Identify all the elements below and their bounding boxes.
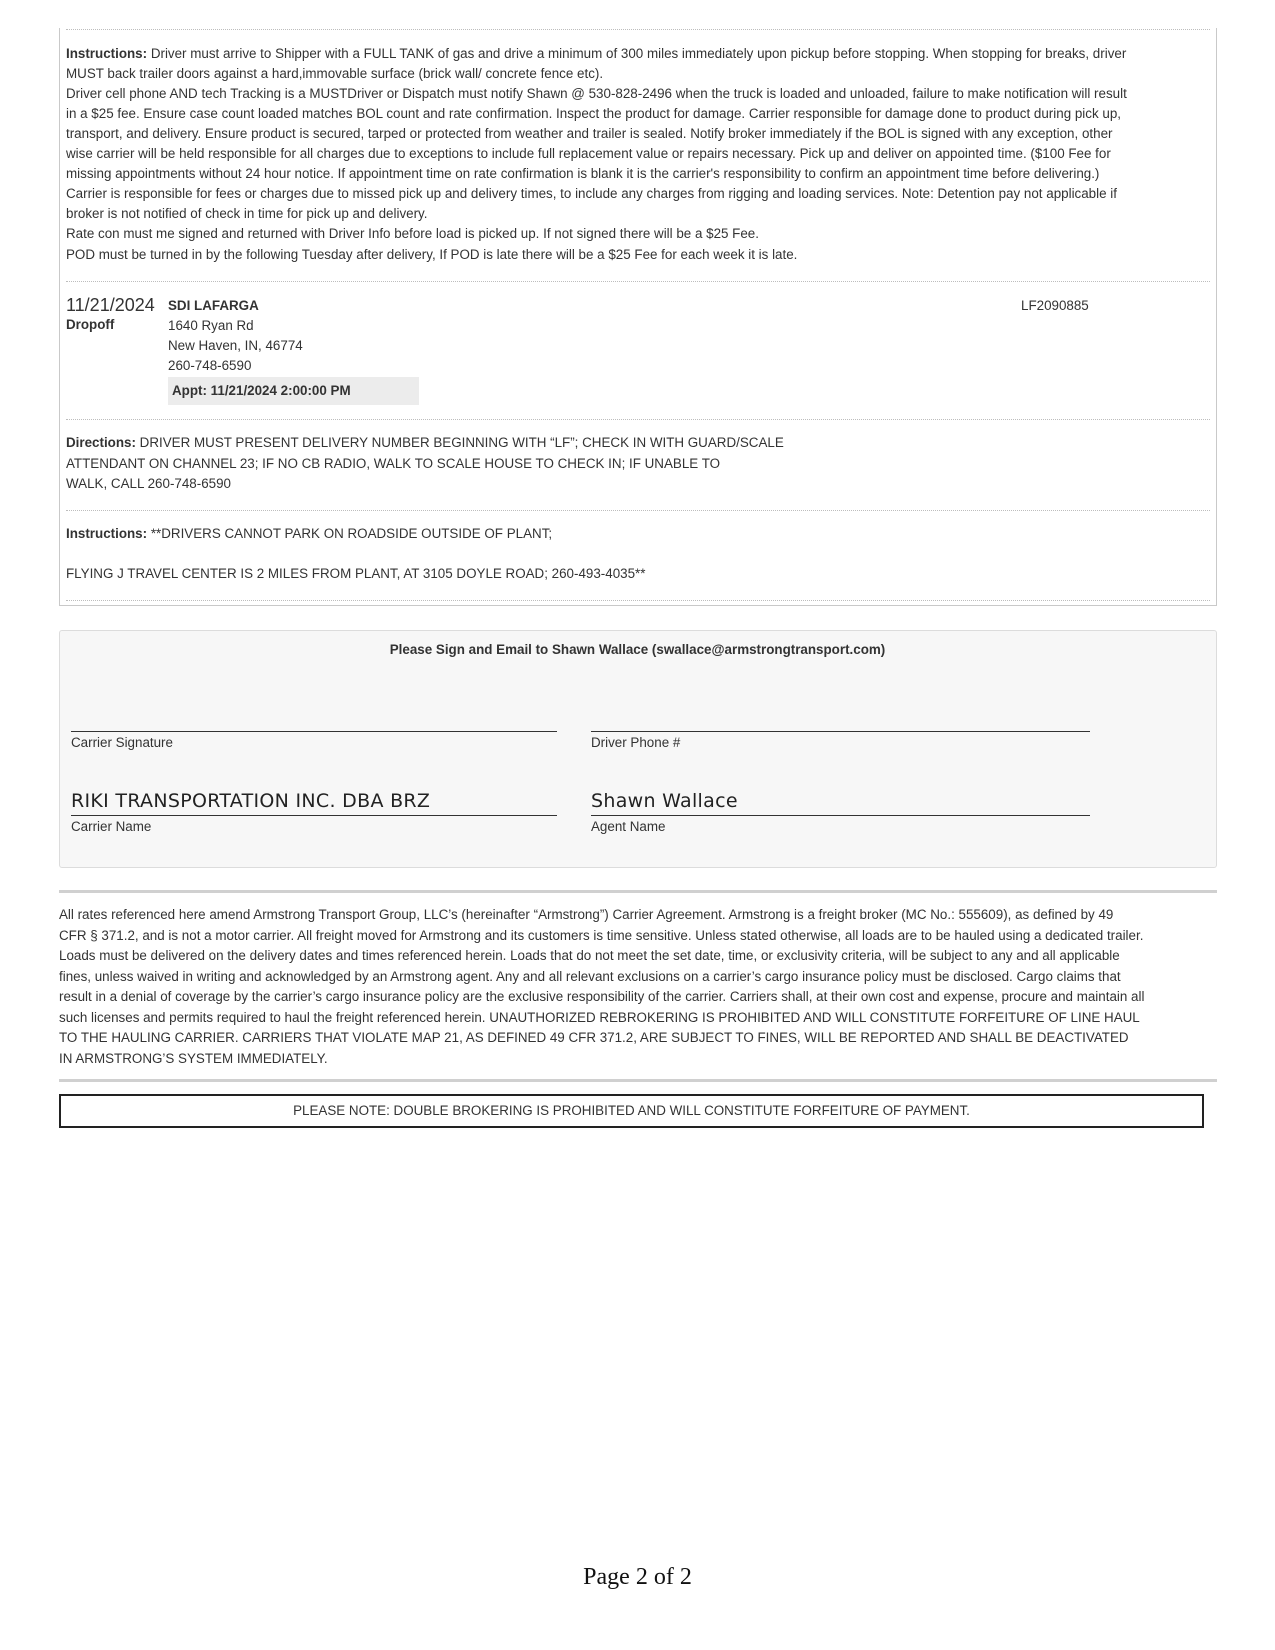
pickup-instructions-line: POD must be turned in by the following Tuesday after delivery, If POD is late there will be a $25 Fee for each week it is late. <box>66 247 798 262</box>
consignee-address-line-2: New Haven, IN, 46774 <box>168 338 303 353</box>
sign-and-email-heading: Please Sign and Email to Shawn Wallace (swallace@armstrongtransport.com) <box>389 642 886 657</box>
legal-line: All rates referenced here amend Armstrong Transport Group, LLC’s (hereinafter “Armstrong”) Carrier Agreement. Armstrong is a freight broker (MC No.: 555609), as defined by 49 <box>59 907 1114 922</box>
section-divider <box>59 890 1217 893</box>
pickup-instructions-line: Driver cell phone AND tech Tracking is a MUSTDriver or Dispatch must notify Shawn @ 530-828-2496 when the truck is loaded and unloaded, failure to make notification will result <box>66 86 1127 101</box>
legal-line: fines, unless waived in writing and acknowledged by an Armstrong agent. Any and all relevant exclusions on a carrier’s cargo insurance policy must be disclosed. Cargo claims that <box>59 968 1121 984</box>
agent-name-field[interactable] <box>591 815 1090 816</box>
legal-line: TO THE HAULING CARRIER. CARRIERS THAT VIOLATE MAP 21, AS DEFINED 49 CFR 371.2, ARE SUBJECT TO FINES, WILL BE REPORTED AND SHALL BE DEACTIVATED <box>59 1030 1129 1045</box>
page-number: Page 2 of 2 <box>583 1564 692 1590</box>
driver-phone-field[interactable] <box>591 731 1090 732</box>
legal-line: result in a denial of coverage by the carrier’s cargo insurance policy are the exclusive responsibility of the carrier. Carriers shall, at their own cost and expense, procure and maintain all <box>59 989 1145 1004</box>
pickup-instructions-line: MUST back trailer doors against a hard,immovable surface (brick wall/ concrete fence etc). <box>66 66 604 81</box>
consignee-address-line-1: 1640 Ryan Rd <box>168 318 254 333</box>
carrier-name-value: RIKI TRANSPORTATION INC. DBA BRZ <box>71 790 431 812</box>
divider <box>66 281 1210 282</box>
carrier-signature-field[interactable] <box>71 731 557 732</box>
appointment-badge: Appt: 11/21/2024 2:00:00 PM <box>168 377 419 405</box>
pickup-instructions-line: wise carrier will be held responsible for all charges due to exceptions to include full replacement value or repairs necessary. Pick up and deliver on appointed time. ($100 Fee for <box>66 146 1111 161</box>
carrier-name-field[interactable] <box>71 815 557 816</box>
instructions-label: Instructions: <box>66 526 148 541</box>
directions-line-1: Directions: DRIVER MUST PRESENT DELIVERY NUMBER BEGINNING WITH “LF”; CHECK IN WITH GUARD/SCALE <box>66 435 784 450</box>
dropoff-instructions-line-1: Instructions: **DRIVERS CANNOT PARK ON ROADSIDE OUTSIDE OF PLANT; <box>66 526 553 541</box>
double-brokering-notice: PLEASE NOTE: DOUBLE BROKERING IS PROHIBITED AND WILL CONSTITUTE FORFEITURE OF PAYMENT. <box>59 1094 1204 1128</box>
section-divider <box>59 1079 1217 1082</box>
pickup-instructions-line: transport, and delivery. Ensure product is secured, tarped or protected from weather and trailer is sealed. Notify broker immediately if the BOL is signed with any exception, other <box>66 126 1113 141</box>
divider <box>66 600 1210 601</box>
instructions-label: Instructions: <box>66 46 148 61</box>
carrier-name-label: Carrier Name <box>71 819 152 834</box>
carrier-signature-label: Carrier Signature <box>71 735 173 750</box>
legal-terms <box>59 905 1221 1069</box>
delivery-reference-number: LF2090885 <box>1021 298 1089 313</box>
directions-line: WALK, CALL 260-748-6590 <box>66 476 232 491</box>
pickup-instructions-line: Rate con must me signed and returned with Driver Info before load is picked up. If not signed there will be a $25 Fee. <box>66 226 759 241</box>
directions-line: ATTENDANT ON CHANNEL 23; IF NO CB RADIO, WALK TO SCALE HOUSE TO CHECK IN; IF UNABLE TO <box>66 456 721 471</box>
divider <box>66 419 1210 420</box>
divider <box>66 29 1210 30</box>
stop-type-label: Dropoff <box>66 317 115 332</box>
pickup-instructions-line: missing appointments without 24 hour notice. If appointment time on rate confirmation is blank it is the carrier's responsibility to confirm an appointment time before delivering.) <box>66 166 1100 181</box>
legal-line: Loads must be delivered on the delivery dates and times referenced herein. Loads that do not meet the set date, time, or exclusivity criteria, will be subject to any and all applicable <box>59 948 1120 963</box>
agent-name-label: Agent Name <box>591 819 666 834</box>
consignee-phone: 260-748-6590 <box>168 358 252 373</box>
directions-label: Directions: <box>66 435 136 450</box>
pickup-instructions-line: broker is not notified of check in time for pick up and delivery. <box>66 206 428 221</box>
dropoff-date: 11/21/2024 <box>66 295 155 315</box>
pickup-instructions-line: in a $25 fee. Ensure case count loaded matches BOL count and rate confirmation. Inspect the product for damage. Carrier responsible for damage done to product during pick up, <box>66 106 1122 121</box>
driver-phone-label: Driver Phone # <box>591 735 681 750</box>
consignee-name: SDI LAFARGA <box>168 298 259 313</box>
pickup-instructions-line: Carrier is responsible for fees or charges due to missed pick up and delivery times, to include any charges from rigging and loading services. Note: Detention pay not applicable if <box>66 186 1117 201</box>
legal-line: CFR § 371.2, and is not a motor carrier. All freight moved for Armstrong and its customers is time sensitive. Unless stated otherwise, all loads are to be hauled using a dedicated trailer. <box>59 927 1144 943</box>
legal-line: IN ARMSTRONG’S SYSTEM IMMEDIATELY. <box>59 1050 328 1066</box>
divider <box>66 510 1210 511</box>
pickup-instructions-line-1: Instructions: Driver must arrive to Shipper with a FULL TANK of gas and drive a minimum of 300 miles immediately upon pickup before stopping. When stopping for breaks, driver <box>66 46 1127 61</box>
legal-line: such licenses and permits required to haul the freight referenced herein. UNAUTHORIZED REBROKERING IS PROHIBITED AND WILL CONSTITUTE FORFEITURE OF LINE HAUL <box>59 1009 1140 1025</box>
dropoff-instructions-line-2: FLYING J TRAVEL CENTER IS 2 MILES FROM PLANT, AT 3105 DOYLE ROAD; 260-493-4035** <box>66 566 646 581</box>
agent-name-value: Shawn Wallace <box>591 790 738 812</box>
